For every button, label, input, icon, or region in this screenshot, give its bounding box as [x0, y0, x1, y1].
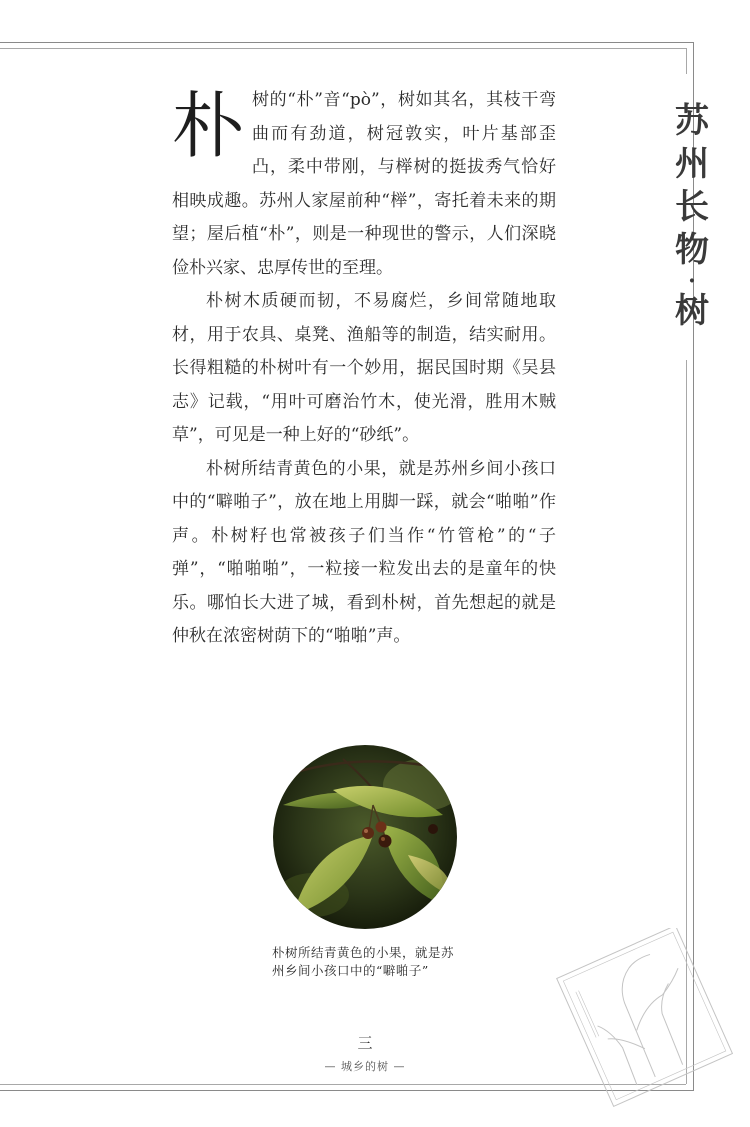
title-separator: ·: [688, 268, 696, 294]
running-footer: — 城乡的树 —: [324, 1060, 406, 1073]
title-char: 州: [675, 144, 709, 184]
article-body: [172, 84, 556, 654]
frame-top-inner-line: [0, 48, 686, 49]
drop-cap: 朴: [172, 84, 245, 168]
title-char: 苏: [675, 101, 709, 141]
frame-top-line: [0, 42, 693, 43]
frame-right-inner-line-top: [686, 48, 687, 74]
vertical-series-title: [664, 100, 720, 333]
title-char: 物: [675, 230, 709, 270]
page-number: 三: [357, 1034, 373, 1052]
title-char: 长: [675, 187, 709, 227]
paragraph-2: 朴树木质硬而韧，不易腐烂，乡间常随地取材，用于农具、桌凳、渔船等的制造，结实耐用。长得粗糙的朴树叶有一个妙用，据民国时期《吴县志》记载，“用叶可磨治竹木，使光滑，胜用木贼草”，可见是一种上好的“砂纸”。: [172, 291, 556, 445]
photo-caption: 朴树所结青黄色的小果，就是苏州乡间小孩口中的“噼啪子”: [272, 945, 455, 978]
hackberry-fruit-photo: [273, 745, 457, 929]
paragraph-3: 朴树所结青黄色的小果，就是苏州乡间小孩口中的“噼啪子”，放在地上用脚一踩，就会“啪啪”作声。朴树籽也常被孩子们当作“竹管枪”的“子弹”，“啪啪啪”，一粒接一粒发出去的是童年的快乐。哪怕长大进了城，看到朴树，首先想起的就是仲秋在浓密树荫下的“啪啪”声。: [172, 458, 556, 646]
paragraph-1: [172, 84, 556, 285]
tree-sketch-stamp: [540, 928, 740, 1108]
paragraph-1-text: 树的“朴”音“pò”，树如其名，其枝干弯曲而有劲道，树冠敦实，叶片基部歪凸，柔中带刚，与榉树的挺拔秀气恰好相映成趣。苏州人家屋前种“榉”，寄托着未来的期望；屋后植“朴”，则是一种现世的警示，人们深晓俭朴兴家、忠厚传世的至理。: [172, 90, 556, 278]
title-char: 树: [675, 291, 709, 331]
